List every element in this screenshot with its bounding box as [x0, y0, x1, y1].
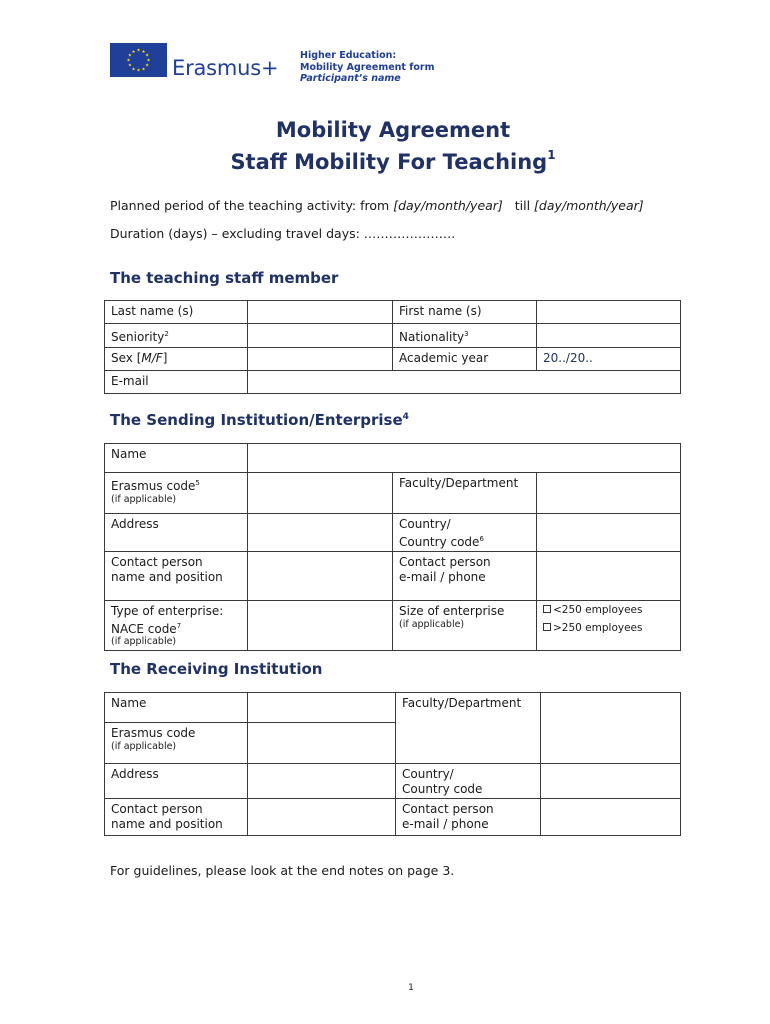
table-row [105, 514, 681, 552]
sending-contact-label [105, 552, 248, 601]
size-text: Size of enterprise [399, 604, 505, 618]
sending-contact-email-field[interactable] [537, 552, 681, 601]
contact-line-1: Contact person [111, 555, 203, 569]
duration-line: Duration (days) – excluding travel days: …………………. [110, 226, 456, 241]
page-title: Mobility Agreement [275, 118, 511, 142]
checkbox-icon[interactable] [543, 623, 551, 631]
checkbox-icon[interactable] [543, 605, 551, 613]
erasmus-plus-logo: Erasmus+ [172, 56, 279, 80]
contact-email-line-1: Contact person [399, 555, 491, 569]
star-icon: ★ [136, 68, 141, 74]
sex-options: M/F [141, 351, 163, 365]
header-line-1: Higher Education: [300, 50, 397, 61]
country-line-1: Country/ [402, 767, 454, 781]
sending-heading-text: The Sending Institution/Enterprise [110, 411, 403, 429]
star-icon: ★ [146, 58, 151, 64]
table-row [105, 473, 681, 514]
star-icon: ★ [127, 53, 132, 59]
form-header-text [300, 50, 435, 85]
sending-section-heading [110, 411, 409, 429]
enterprise-size-label [393, 601, 537, 651]
star-icon: ★ [141, 49, 146, 55]
seniority-field[interactable] [248, 324, 393, 348]
first-name-field[interactable] [537, 301, 681, 324]
sending-country-field[interactable] [537, 514, 681, 552]
receiving-contact-email-label [396, 799, 541, 836]
eu-flag-icon [110, 43, 167, 77]
email-field[interactable] [248, 371, 681, 394]
enterprise-type-label [105, 601, 248, 651]
page-subtitle [0, 150, 770, 174]
star-icon: ★ [145, 63, 150, 69]
star-icon: ★ [131, 67, 136, 73]
star-icon: ★ [127, 63, 132, 69]
receiving-country-label [396, 764, 541, 799]
table-row [105, 601, 681, 651]
star-icon: ★ [136, 48, 141, 54]
endnote-ref-6: 6 [479, 534, 484, 543]
subtitle-text: Staff Mobility For Teaching [230, 150, 548, 174]
receiving-contact-email-field[interactable] [541, 799, 681, 836]
size-option-small-label: <250 employees [553, 604, 643, 616]
period-till-label: till [514, 198, 535, 213]
enterprise-type-field[interactable] [248, 601, 393, 651]
sex-prefix: Sex [ [111, 351, 142, 365]
size-option-small[interactable] [543, 601, 674, 619]
receiving-institution-table [104, 692, 681, 836]
page-number: 1 [408, 983, 414, 993]
sending-name-field[interactable] [248, 444, 681, 473]
sending-contact-field[interactable] [248, 552, 393, 601]
nationality-field[interactable] [537, 324, 681, 348]
nationality-label [393, 324, 537, 348]
receiving-address-label: Address [105, 764, 248, 799]
if-applicable-note: (if applicable) [111, 740, 177, 752]
sending-institution-table [104, 443, 681, 651]
table-row [105, 444, 681, 473]
star-icon: ★ [141, 67, 146, 73]
endnote-ref-1: 1 [547, 148, 556, 162]
receiving-faculty-label: Faculty/Department [396, 693, 541, 764]
sending-name-label: Name [105, 444, 248, 473]
endnote-ref-3: 3 [464, 330, 469, 338]
enterprise-size-options [537, 601, 681, 651]
sex-field[interactable] [248, 348, 393, 371]
table-row [105, 764, 681, 799]
header-line-3: Participant’s name [300, 73, 401, 84]
sending-erasmus-code-field[interactable] [248, 473, 393, 514]
table-row [105, 301, 681, 324]
country-line-1: Country/ [399, 517, 451, 531]
country-line-2: Country code [402, 781, 483, 796]
sending-country-label [393, 514, 537, 552]
endnote-ref-2: 2 [164, 330, 169, 338]
seniority-label [105, 324, 248, 348]
contact-line-2: name and position [111, 816, 223, 831]
table-row [105, 552, 681, 601]
sending-erasmus-code-label [105, 473, 248, 514]
star-icon: ★ [131, 49, 136, 55]
endnote-ref-7: 7 [176, 621, 182, 630]
guidelines-note: For guidelines, please look at the end notes on page 3. [110, 863, 455, 878]
period-prefix: Planned period of the teaching activity: from [110, 198, 394, 213]
contact-line-1: Contact person [111, 802, 203, 816]
last-name-label: Last name (s) [105, 301, 248, 324]
contact-email-line-2: e-mail / phone [399, 569, 486, 584]
table-row [105, 371, 681, 394]
first-name-label: First name (s) [393, 301, 537, 324]
contact-email-line-2: e-mail / phone [402, 816, 489, 831]
sending-address-field[interactable] [248, 514, 393, 552]
sending-address-label: Address [105, 514, 248, 552]
table-row [105, 324, 681, 348]
sex-suffix: ] [162, 351, 168, 365]
contact-line-2: name and position [111, 569, 223, 584]
header-line-2: Mobility Agreement form [300, 61, 435, 73]
nationality-text: Nationality [399, 330, 465, 344]
receiving-contact-label [105, 799, 248, 836]
period-till-field[interactable]: [day/month/year] [534, 198, 644, 213]
table-row [105, 693, 681, 723]
receiving-section-heading: The Receiving Institution [110, 660, 323, 678]
table-row [105, 799, 681, 836]
email-label: E-mail [105, 371, 248, 394]
sending-faculty-field[interactable] [537, 473, 681, 514]
sending-contact-email-label [393, 552, 537, 601]
type-line-2: NACE code [111, 621, 177, 636]
if-applicable-note: (if applicable) [399, 618, 465, 630]
type-line-1: Type of enterprise: [111, 604, 224, 618]
size-option-large[interactable] [543, 619, 674, 637]
receiving-name-label: Name [105, 693, 248, 723]
receiving-erasmus-code-label [105, 723, 248, 764]
receiving-country-field[interactable] [541, 764, 681, 799]
table-row [105, 348, 681, 371]
receiving-address-field[interactable] [248, 764, 396, 799]
seniority-text: Seniority [111, 330, 165, 344]
erasmus-code-text: Erasmus code [111, 479, 196, 493]
last-name-field[interactable] [248, 301, 393, 324]
if-applicable-note: (if applicable) [111, 636, 177, 647]
staff-section-heading: The teaching staff member [110, 269, 339, 287]
star-icon: ★ [145, 53, 150, 59]
receiving-faculty-field[interactable] [541, 693, 681, 764]
contact-email-line-1: Contact person [402, 802, 494, 816]
size-option-large-label: >250 employees [553, 622, 643, 634]
staff-table [104, 300, 681, 394]
sending-faculty-label: Faculty/Department [393, 473, 537, 514]
star-icon: ★ [126, 58, 131, 64]
endnote-ref-4: 4 [402, 412, 409, 422]
planned-period [110, 198, 644, 213]
country-line-2: Country code [399, 534, 480, 549]
receiving-contact-field[interactable] [248, 799, 396, 836]
sex-label [105, 348, 248, 371]
period-from-field[interactable]: [day/month/year] [393, 198, 503, 213]
receiving-name-field[interactable] [248, 693, 396, 723]
academic-year-label: Academic year [393, 348, 537, 371]
endnote-ref-5: 5 [195, 479, 200, 487]
academic-year-field[interactable]: 20../20.. [537, 348, 681, 371]
receiving-erasmus-code-field[interactable] [248, 723, 396, 764]
if-applicable-note: (if applicable) [111, 493, 177, 505]
erasmus-code-text: Erasmus code [111, 726, 196, 740]
